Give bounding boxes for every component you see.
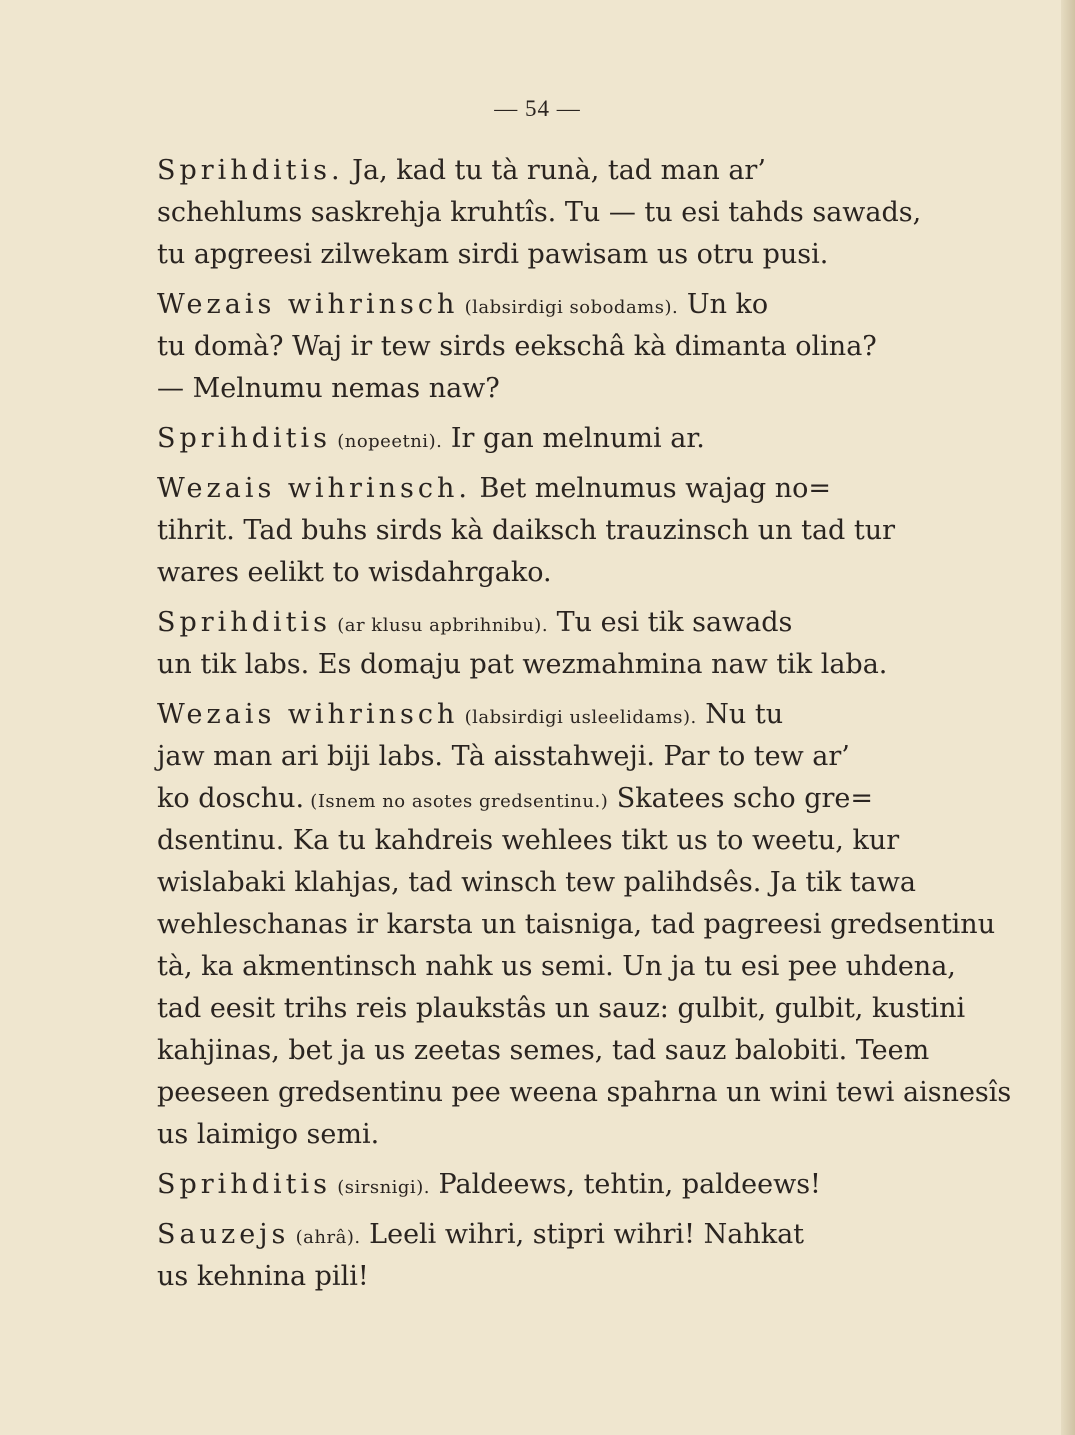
text-line [157, 1072, 1012, 1114]
line-text: dsentinu. Ka tu kahdreis wehlees tikt us to weetu, kur [157, 825, 900, 856]
speaker-name: Sprihditis. [157, 155, 344, 186]
speaker-name: Wezais wihrinsch [157, 289, 459, 320]
paragraph-gap [157, 594, 997, 602]
paragraph-gap [157, 276, 997, 284]
line-text: us kehnina pili! [157, 1261, 369, 1292]
text-line [157, 192, 997, 234]
text-line [157, 326, 997, 368]
text-line [157, 736, 997, 778]
line-text: Paldeews, tehtin, paldeews! [429, 1169, 821, 1200]
text-line [157, 862, 997, 904]
page-number: — 54 — [494, 96, 581, 121]
speaker-name: Sprihditis [157, 1169, 331, 1200]
text-line [157, 644, 997, 686]
paragraph [157, 1164, 997, 1206]
line-text: wislabaki klahjas, tad winsch tew palihdsês. Ja tik tawa [157, 867, 916, 898]
text-line [157, 694, 997, 736]
line-text: us laimigo semi. [157, 1119, 380, 1150]
line-text: un tik labs. Es domaju pat wezmahmina naw tik laba. [157, 649, 888, 680]
stage-direction: (sirsnigi). [330, 1177, 430, 1198]
text-line [157, 552, 997, 594]
line-text: peeseen gredsentinu pee weena spahrna un wini tewi aisnesîs [157, 1077, 1012, 1108]
line-text: kahjinas, bet ja us zeetas semes, tad sauz balobiti. Teem [157, 1035, 930, 1066]
line-text: jaw man ari biji labs. Tà aisstahweji. Par to tew ar’ [157, 741, 850, 772]
stage-direction: (ahrâ). [289, 1227, 361, 1248]
speaker-name: Sauzejs [157, 1219, 290, 1250]
paragraph-gap [157, 410, 997, 418]
stage-direction: (Isnem no asotes gredsentinu.) [304, 791, 609, 812]
text-line [157, 1164, 997, 1206]
text-line [157, 284, 997, 326]
speaker-name: Wezais wihrinsch [157, 699, 459, 730]
line-text: wares eelikt to wisdahrgako. [157, 557, 552, 588]
paragraph-gap [157, 686, 997, 694]
paragraph-gap [157, 1206, 997, 1214]
line-text: Un ko [678, 289, 769, 320]
paragraph [157, 602, 997, 686]
line-text: Tu esi tik sawads [548, 607, 793, 638]
line-text: Leeli wihri, stipri wihri! Nahkat [360, 1219, 805, 1250]
text-line [157, 468, 997, 510]
text-line [157, 510, 997, 552]
line-text: wehleschanas ir karsta un taisniga, tad pagreesi gredsentinu [157, 909, 996, 940]
text-line [157, 1114, 997, 1156]
paragraph-gap [157, 1156, 997, 1164]
page-edge-shadow [1061, 0, 1075, 1435]
line-text: Ir gan melnumi ar. [442, 423, 705, 454]
stage-direction: (nopeetni). [330, 431, 443, 452]
paragraph [157, 468, 997, 594]
line-text: tihrit. Tad buhs sirds kà daiksch trauzinsch un tad tur [157, 515, 896, 546]
line-text: tà, ka akmentinsch nahk us semi. Un ja tu esi pee uhdena, [157, 951, 956, 982]
text-line [157, 1214, 997, 1256]
play-text [157, 150, 1012, 1298]
line-text: ko doschu. [157, 783, 305, 814]
line-text: Skatees scho gre= [608, 783, 873, 814]
line-text: — Melnumu nemas naw? [157, 373, 500, 404]
text-line [157, 602, 997, 644]
paragraph [157, 694, 1012, 1156]
line-text: schehlums saskrehja kruhtîs. Tu — tu esi tahds sawads, [157, 197, 922, 228]
text-line [157, 368, 997, 410]
speaker-name: Sprihditis [157, 423, 331, 454]
text-line [157, 1256, 997, 1298]
line-text: Bet melnumus wajag no= [470, 473, 832, 504]
text-line [157, 234, 997, 276]
text-line [157, 418, 997, 460]
text-line [157, 988, 997, 1030]
text-line [157, 778, 997, 820]
line-text: Ja, kad tu tà runà, tad man ar’ [343, 155, 766, 186]
text-line [157, 1030, 997, 1072]
line-text: tu apgreesi zilwekam sirdi pawisam us otru pusi. [157, 239, 829, 270]
paragraph [157, 284, 997, 410]
text-line [157, 150, 997, 192]
text-line [157, 904, 997, 946]
line-text: tu domà? Waj ir tew sirds eekschâ kà dimanta olina? [157, 331, 877, 362]
paragraph [157, 150, 997, 276]
stage-direction: (labsirdigi usleelidams). [458, 707, 697, 728]
line-text: Nu tu [696, 699, 784, 730]
paragraph [157, 418, 997, 460]
paragraph [157, 1214, 997, 1298]
speaker-name: Sprihditis [157, 607, 331, 638]
speaker-name: Wezais wihrinsch. [157, 473, 471, 504]
paragraph-gap [157, 460, 997, 468]
stage-direction: (ar klusu apbrihnibu). [330, 615, 549, 636]
stage-direction: (labsirdigi sobodams). [458, 297, 679, 318]
line-text: tad eesit trihs reis plaukstâs un sauz: gulbit, gulbit, kustini [157, 993, 966, 1024]
text-line [157, 820, 997, 862]
text-line [157, 946, 997, 988]
